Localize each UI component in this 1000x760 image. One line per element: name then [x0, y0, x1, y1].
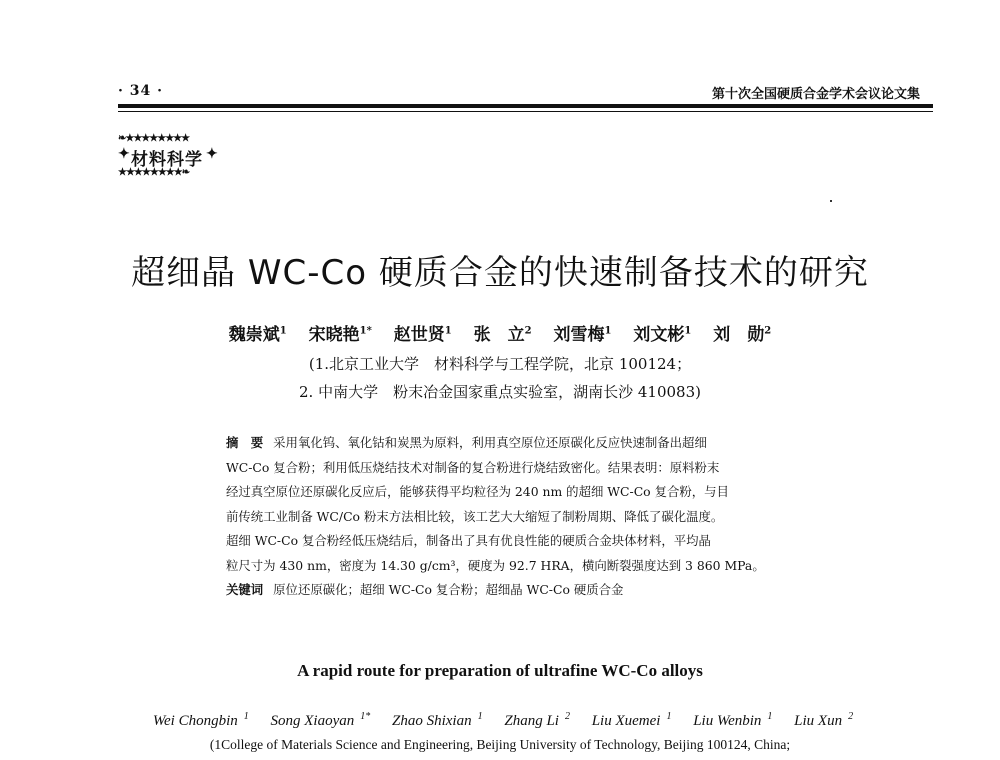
- paper-title: 超细晶 WC-Co 硬质合金的快速制备技术的研究: [131, 253, 869, 293]
- author: 宋晓艳$^{1*}$: [308, 325, 372, 345]
- running-header: 第十次全国硬质合金学术会议论文集: [711, 87, 920, 102]
- page-number: · 34 ·: [118, 83, 163, 99]
- author: 刘雪梅$^1$: [553, 325, 612, 345]
- abstract-line: 经过真空原位还原碳化反应后，能够获得平均粒径为 240 nm 的超细 WC-Co 复合粉，与目: [226, 484, 729, 499]
- section-ornament-left: ✦: [118, 146, 130, 162]
- author: 张 立$^2$: [473, 325, 532, 345]
- english-author: Zhao Shixian $^1$: [392, 711, 483, 729]
- english-author: Liu Wenbin $^1$: [693, 711, 773, 729]
- abstract-label: 摘 要: [226, 435, 264, 450]
- author: 刘文彬$^1$: [633, 325, 692, 345]
- keywords: 关键词 原位还原碳化；超细 WC-Co 复合粉；超细晶 WC-Co 硬质合金: [226, 582, 624, 597]
- affiliation-cn-2: 2. 中南大学 粉末冶金国家重点实验室，湖南长沙 410083): [299, 383, 701, 401]
- english-authors: [0, 711, 1000, 730]
- english-affiliation: (1College of Materials Science and Engineering, Beijing University of Technology, Beijing 100124, China;: [209, 737, 791, 752]
- english-author: Liu Xun $^2$: [794, 711, 854, 729]
- english-author: Song Xiaoyan $^{1*}$: [270, 711, 371, 729]
- header-rule-thin: [118, 111, 933, 112]
- header-rule-thick: [118, 104, 933, 108]
- section-label: 材料科学: [131, 150, 203, 170]
- section-badge: [118, 133, 218, 179]
- author: 刘 勋$^2$: [713, 325, 772, 345]
- abstract: [226, 431, 786, 603]
- authors-cn: [0, 320, 1000, 345]
- section-border-top: ❧★★★★★★★★: [118, 133, 190, 144]
- scan-speck: [830, 200, 832, 202]
- english-title: A rapid route for preparation of ultrafine WC-Co alloys: [297, 661, 703, 680]
- section-ornament-right: ✦: [206, 146, 218, 162]
- author: 赵世贤$^1$: [393, 325, 452, 345]
- section-border-bottom: ★★★★★★★★❧: [118, 167, 190, 178]
- abstract-line: 摘 要 采用氧化钨、氧化钴和炭黑为原料，利用真空原位还原碳化反应快速制备出超细: [226, 435, 707, 450]
- abstract-line: 前传统工业制备 WC/Co 粉末方法相比较，该工艺大大缩短了制粉周期、降低了碳化温度。: [226, 508, 724, 524]
- english-author: Zhang Li $^2$: [504, 711, 570, 729]
- english-author: Liu Xuemei $^1$: [591, 711, 672, 729]
- english-author: Wei Chongbin $^1$: [152, 711, 249, 729]
- author: 魏崇斌$^1$: [228, 325, 287, 345]
- keywords-label: 关键词: [226, 582, 264, 597]
- affiliation-cn-1: (1.北京工业大学 材料科学与工程学院，北京 100124；: [308, 355, 692, 373]
- abstract-line: WC-Co 复合粉；利用低压烧结技术对制备的复合粉进行烧结致密化。结果表明：原料粉末: [226, 459, 720, 475]
- abstract-line: 超细 WC-Co 复合粉经低压烧结后，制备出了具有优良性能的硬质合金块体材料，平均晶: [226, 533, 711, 548]
- abstract-line: 粒尺寸为 430 nm，密度为 14.30 g/cm³，硬度为 92.7 HRA，横向断裂强度达到 3 860 MPa。: [226, 557, 765, 573]
